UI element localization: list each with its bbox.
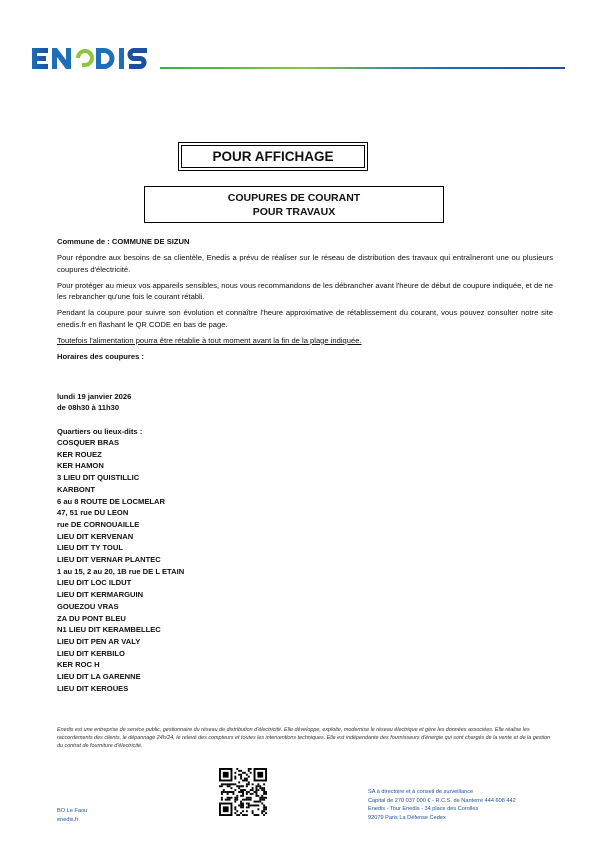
quartiers-label: Quartiers ou lieux-dits : bbox=[57, 426, 143, 436]
notice-body bbox=[57, 236, 553, 694]
place-item: LIEU DIT KEROUES bbox=[57, 683, 129, 693]
legal-notice: Enedis est une entreprise de service public, gestionnaire du réseau de distribution d'électricité. Elle développe, exploite, modernise le réseau électrique et gère les données associées. Elle réalise les raccordements des clients, le dépannage 24h/24, le relevé des compteurs et toutes les interventions techniques. Elle est indépendante des fournisseurs d'énergie qui sont chargés de la vente et de la gestion du contrat de fourniture d'électricité. bbox=[57, 727, 551, 749]
footer-right bbox=[368, 788, 516, 822]
place-item: LIEU DIT LOC ILDUT bbox=[57, 578, 132, 588]
place-item: 3 LIEU DIT QUISTILLIC bbox=[57, 473, 140, 483]
footer-website-link[interactable]: enedis.fr bbox=[57, 817, 79, 823]
subtitle-line2: POUR TRAVAUX bbox=[252, 205, 336, 218]
place-item: LIEU DIT KERMARGUIN bbox=[57, 590, 144, 600]
commune-line bbox=[57, 236, 553, 248]
places-list bbox=[57, 437, 553, 694]
place-item: KER ROUEZ bbox=[57, 449, 102, 459]
place-item: 47, 51 rue DU LEON bbox=[57, 508, 129, 518]
commune-label: Commune de : bbox=[57, 237, 112, 246]
outage-date: lundi 19 janvier 2026 bbox=[57, 391, 132, 401]
horaires-label: Horaires des coupures : bbox=[57, 351, 144, 361]
place-item: 1 au 15, 2 au 20, 1B rue DE L ETAIN bbox=[57, 566, 185, 576]
place-item: ZA DU PONT BLEU bbox=[57, 613, 126, 623]
title-text: POUR AFFICHAGE bbox=[181, 145, 365, 168]
place-item: LIEU DIT VERNAR PLANTEC bbox=[57, 555, 161, 565]
place-item: LIEU DIT KERVENAN bbox=[57, 531, 134, 541]
footer-legal-line1: SA à directoire et à conseil de surveillance bbox=[368, 789, 474, 795]
place-item: LIEU DIT KERBILO bbox=[57, 648, 125, 658]
place-item: COSQUER BRAS bbox=[57, 438, 120, 447]
paragraph-4: Toutefois l'alimentation pourra être rétablie à tout moment avant la fin de la plage indiquée. bbox=[57, 335, 362, 345]
subtitle-line1: COUPURES DE COURANT bbox=[227, 191, 361, 204]
place-item: KER HAMON bbox=[57, 461, 104, 471]
paragraph-2: Pour protéger au mieux vos appareils sensibles, nous vous recommandons de les débrancher avant l'heure de début de coupure indiquée, et de ne les rebrancher qu'une fois le courant rétabli. bbox=[57, 280, 553, 301]
place-item: LIEU DIT LA GARENNE bbox=[57, 672, 141, 682]
place-item: KER ROC H bbox=[57, 660, 100, 670]
paragraph-3: Pendant la coupure pour suivre son évolution et connaître l'heure approximative de rétablissement du courant, vous pouvez consulter notre site enedis.fr en flashant le QR CODE en bas de page. bbox=[57, 308, 553, 329]
paragraph-1: Pour répondre aux besoins de sa clientèle, Enedis a prévu de réaliser sur le réseau de distribution des travaux qui entraîneront une ou plusieurs coupures d'électricité. bbox=[57, 253, 553, 274]
footer-left bbox=[57, 807, 87, 825]
place-item: rue DE CORNOUAILLE bbox=[57, 519, 140, 529]
title-box bbox=[178, 142, 368, 171]
place-item: KARBONT bbox=[57, 484, 95, 494]
subtitle-box bbox=[144, 186, 444, 223]
footer-legal-line4: 92079 Paris La Défense Cedex bbox=[368, 814, 446, 821]
header-rule bbox=[160, 67, 565, 69]
place-item: N1 LIEU DIT KERAMBELLEC bbox=[57, 625, 161, 635]
commune-value: COMMUNE DE SIZUN bbox=[111, 237, 190, 246]
qr-code-icon[interactable] bbox=[219, 768, 267, 816]
outage-time: de 08h30 à 11h30 bbox=[57, 403, 120, 412]
place-item: LIEU DIT TY TOUL bbox=[57, 543, 123, 553]
place-item: LIEU DIT PEN AR VALY bbox=[57, 636, 141, 646]
footer-legal-line2: Capital de 270 037 000 € - R.C.S. de Nanterre 444 608 442 bbox=[368, 797, 516, 804]
place-item: GOUEZOU VRAS bbox=[57, 601, 119, 611]
enedis-logo bbox=[30, 44, 154, 72]
footer-legal-line3: Enedis - Tour Enedis - 34 place des Corolles bbox=[368, 806, 479, 813]
place-item: 6 au 8 ROUTE DE LOCMELAR bbox=[57, 496, 166, 506]
footer-office: BO Le Faou bbox=[57, 808, 88, 814]
